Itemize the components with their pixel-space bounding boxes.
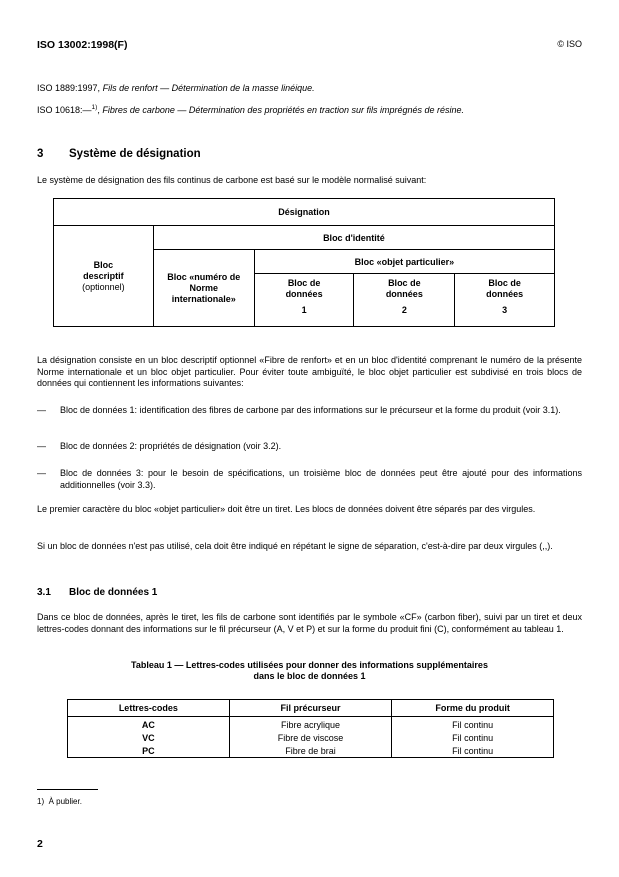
list-item: — Bloc de données 3: pour le besoin de spécifications, un troisième bloc de données peut être ajouté pour des informations additionnelles (voir 3.3). <box>37 468 582 490</box>
data-block-3-label: Bloc de données <box>455 274 555 305</box>
data-block-1-number: 1 <box>254 305 354 327</box>
bloc-numero-cell: Bloc «numéro de Norme internationale» <box>153 250 254 327</box>
list-item: — Bloc de données 1: identification des fibres de carbone par des informations sur le précurseur et la forme du produit (voir 3.1). <box>37 405 561 415</box>
data-block-2-label: Bloc de données <box>354 274 455 305</box>
footnote-rule <box>37 789 98 790</box>
section-3-1-heading: 3.1 Bloc de données 1 <box>37 587 158 598</box>
paragraph-first-character: Le premier caractère du bloc «objet particulier» doit être un tiret. Les blocs de données doivent être séparés par des virgules. <box>37 504 536 514</box>
bloc-identite-header: Bloc d'identité <box>153 226 554 250</box>
bloc-objet-header: Bloc «objet particulier» <box>254 250 554 274</box>
column-header: Lettres-codes <box>68 700 230 717</box>
footnote: 1) À publier. <box>37 797 82 806</box>
data-block-1-label: Bloc de données <box>254 274 354 305</box>
standard-id: ISO 13002:1998(F) <box>37 39 128 51</box>
table-row: PC Fibre de brai Fil continu <box>68 744 554 758</box>
table-1-caption: Tableau 1 — Lettres-codes utilisées pour donner des informations supplémentaires dans le bloc de données 1 <box>131 660 488 681</box>
copyright: © ISO <box>557 39 582 49</box>
column-header: Fil précurseur <box>229 700 392 717</box>
table-row: AC Fibre acrylique Fil continu <box>68 717 554 732</box>
section-3-heading: 3 Système de désignation <box>37 148 201 160</box>
section-3-1-paragraph: Dans ce bloc de données, après le tiret, les fils de carbone sont identifiés par le symbole «CF» (carbon fiber), suivi par un tiret et deux lettres-codes donnant des informations sur le fil précurseur (A, V et P) et sur la forme du produit fini (C), conformément au tableau 1. <box>37 612 582 634</box>
table-1 <box>67 699 554 758</box>
data-block-3-number: 3 <box>455 305 555 327</box>
reference-2: ISO 10618:—$^{1)}$, Fibres de carbone — Détermination des propriétés en traction sur fils imprégnés de résine. <box>37 104 465 115</box>
table-row: VC Fibre de viscose Fil continu <box>68 731 554 744</box>
list-item: — Bloc de données 2: propriétés de désignation (voir 3.2). <box>37 441 282 451</box>
column-header: Forme du produit <box>392 700 554 717</box>
section-3-intro: Le système de désignation des fils continus de carbone est basé sur le modèle normalisé suivant: <box>37 175 427 185</box>
paragraph-designation: La désignation consiste en un bloc descriptif optionnel «Fibre de renfort» et en un bloc d'identité comprenant le numéro de la présente Norme internationale et un bloc objet particulier. Pour éviter toute ambiguïté, le bloc objet particulier est subdivisé en trois blocs de données qui contiennent les informations suivantes: <box>37 355 582 388</box>
data-block-2-number: 2 <box>354 305 455 327</box>
page-number: 2 <box>37 838 43 850</box>
bloc-descriptif-cell: Bloc descriptif (optionnel) <box>54 226 154 327</box>
paragraph-unused-block: Si un bloc de données n'est pas utilisé, cela doit être indiqué en répétant le signe de séparation, c'est-à-dire par deux virgules (,,). <box>37 541 553 551</box>
designation-table <box>53 198 555 327</box>
designation-header: Désignation <box>54 199 555 226</box>
reference-1: ISO 1889:1997, Fils de renfort — Détermination de la masse linéique. <box>37 83 315 93</box>
